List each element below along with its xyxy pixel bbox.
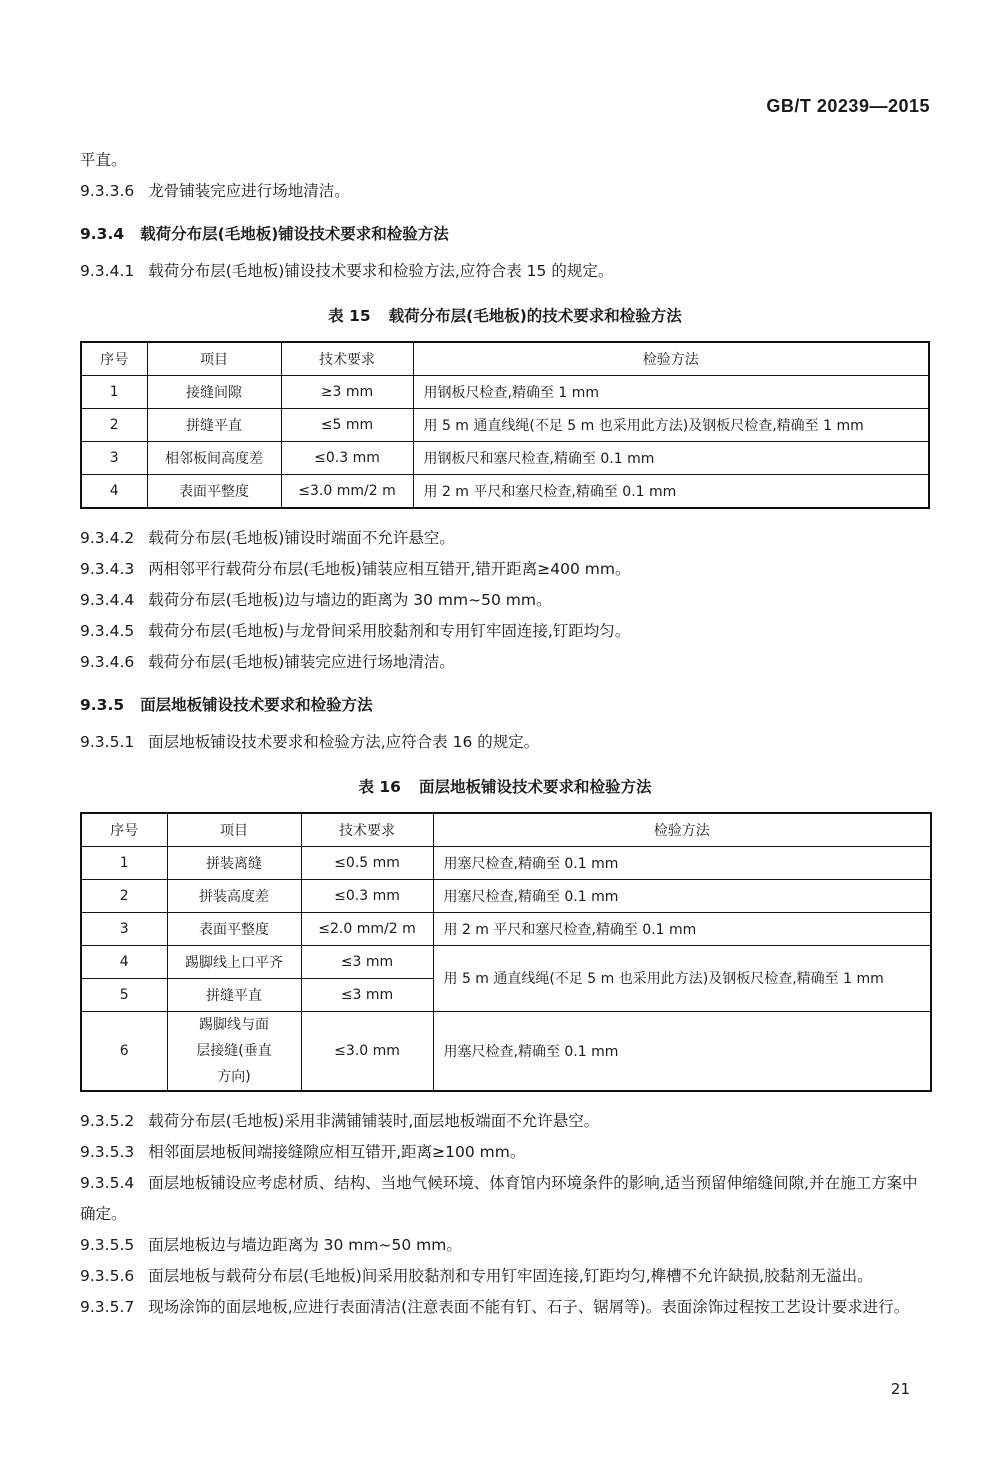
paragraph: 9.3.5.6 面层地板与载荷分布层(毛地板)间采用胶黏剂和专用钉牢固连接,钉距均匀,榫槽不允许缺损,胶黏剂无溢出。 (80, 1267, 873, 1285)
paragraph: 平直。 (80, 151, 127, 169)
merged-method-cell: 用 5 m 通直线绳(不足 5 m 也采用此方法)及钢板尺检查,精确至 1 mm (433, 946, 931, 1012)
paragraph: 9.3.4.4 载荷分布层(毛地板)边与墙边的距离为 30 mm~50 mm。 (80, 591, 552, 609)
table-row: 3 表面平整度 ≤2.0 mm/2 m 用 2 m 平尺和塞尺检查,精确至 0.1 mm (81, 913, 931, 946)
table-row: 5 拼缝平直 ≤3 mm (81, 979, 931, 1012)
page-content (80, 145, 930, 1323)
section-heading-935: 9.3.5 面层地板铺设技术要求和检验方法 (80, 696, 373, 714)
table-row: 3 相邻板间高度差 ≤0.3 mm 用钢板尺和塞尺检查,精确至 0.1 mm (81, 442, 929, 475)
table-row: 1 拼装离缝 ≤0.5 mm 用塞尺检查,精确至 0.1 mm (81, 847, 931, 880)
paragraph: 9.3.4.1 载荷分布层(毛地板)铺设技术要求和检验方法,应符合表 15 的规定。 (80, 262, 614, 280)
clause-number: 9.3.3.6 (80, 182, 135, 200)
paragraph: 9.3.5.4 面层地板铺设应考虑材质、结构、当地气候环境、体育馆内环境条件的影响,适当预留伸缩缝间隙,并在施工方案中确定。 (80, 1174, 918, 1223)
header-cell: 项目 (147, 342, 281, 376)
paragraph: 9.3.5.1 面层地板铺设技术要求和检验方法,应符合表 16 的规定。 (80, 733, 540, 751)
paragraph (80, 176, 930, 207)
table-15 (80, 341, 930, 509)
table-row: 2 拼缝平直 ≤5 mm 用 5 m 通直线绳(不足 5 m 也采用此方法)及钢板尺检查,精确至 1 mm (81, 409, 929, 442)
table-header-row (81, 813, 931, 847)
paragraph: 9.3.5.2 载荷分布层(毛地板)采用非满铺铺装时,面层地板端面不允许悬空。 (80, 1112, 600, 1130)
paragraph: 9.3.5.5 面层地板边与墙边距离为 30 mm~50 mm。 (80, 1236, 462, 1254)
table-header-row (81, 342, 929, 376)
header-cell: 技术要求 (281, 342, 413, 376)
paragraph: 9.3.5.7 现场涂饰的面层地板,应进行表面清洁(注意表面不能有钉、石子、锯屑等)。表面涂饰过程按工艺设计要求进行。 (80, 1298, 910, 1316)
header-cell: 检验方法 (413, 342, 929, 376)
table-row: 4 表面平整度 ≤3.0 mm/2 m 用 2 m 平尺和塞尺检查,精确至 0.1 mm (81, 475, 929, 509)
header-cell: 序号 (81, 342, 147, 376)
section-heading-934: 9.3.4 载荷分布层(毛地板)铺设技术要求和检验方法 (80, 225, 449, 243)
header-cell: 项目 (167, 813, 301, 847)
paragraph: 9.3.4.3 两相邻平行载荷分布层(毛地板)铺装应相互错开,错开距离≥400 mm。 (80, 560, 631, 578)
header-cell: 检验方法 (433, 813, 931, 847)
paragraph: 9.3.4.5 载荷分布层(毛地板)与龙骨间采用胶黏剂和专用钉牢固连接,钉距均匀。 (80, 622, 631, 640)
clause-text: 龙骨铺装完应进行场地清洁。 (148, 182, 350, 200)
standard-code: GB/T 20239—2015 (766, 96, 930, 116)
header-cell: 技术要求 (301, 813, 433, 847)
paragraph: 9.3.4.6 载荷分布层(毛地板)铺装完应进行场地清洁。 (80, 653, 455, 671)
table-row: 1 接缝间隙 ≥3 mm 用钢板尺检查,精确至 1 mm (81, 376, 929, 409)
paragraph: 9.3.4.2 载荷分布层(毛地板)铺设时端面不允许悬空。 (80, 529, 455, 547)
table-row: 4 踢脚线上口平齐 ≤3 mm 用 5 m 通直线绳(不足 5 m 也采用此方法)及钢板尺检查,精确至 1 mm (81, 946, 931, 979)
table-15-caption: 表 15 载荷分布层(毛地板)的技术要求和检验方法 (328, 307, 682, 325)
paragraph: 9.3.5.3 相邻面层地板间端接缝隙应相互错开,距离≥100 mm。 (80, 1143, 526, 1161)
table-row: 6 踢脚线与面层接缝(垂直方向) ≤3.0 mm 用塞尺检查,精确至 0.1 mm (81, 1012, 931, 1092)
table-row: 2 拼装高度差 ≤0.3 mm 用塞尺检查,精确至 0.1 mm (81, 880, 931, 913)
page-number: 21 (890, 1380, 910, 1398)
table-16 (80, 812, 932, 1092)
table-16-caption: 表 16 面层地板铺设技术要求和检验方法 (358, 778, 652, 796)
header-cell: 序号 (81, 813, 167, 847)
